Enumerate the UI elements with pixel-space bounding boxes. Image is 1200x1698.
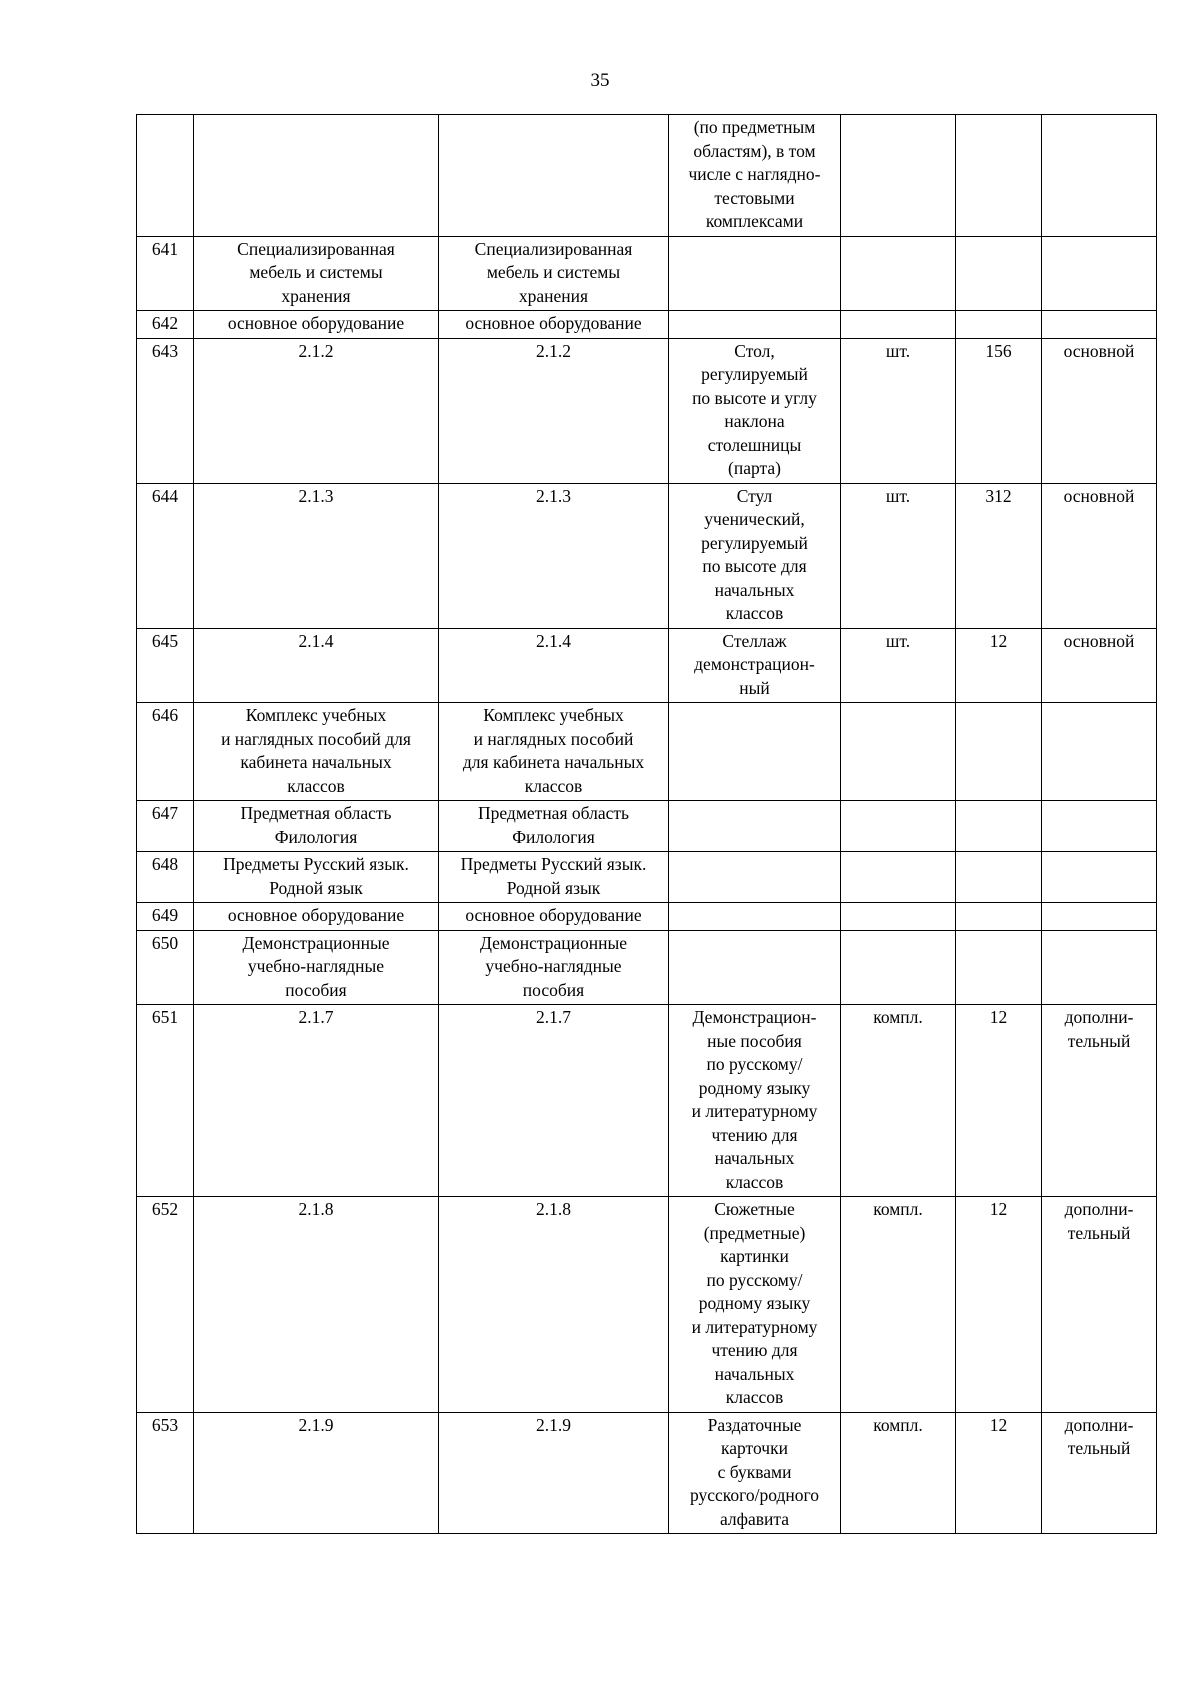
section-name-cell [194,1005,439,1197]
section-name-duplicate-line: 2.1.4 [536,630,571,651]
section-name-line: учебно-наглядные [247,956,385,976]
unit-cell [841,311,956,339]
item-name-line: столешницы [707,434,802,455]
item-name-line: по русскому/ [706,1269,803,1290]
equipment-table [136,114,1157,1534]
item-name-line: демонстрацион- [694,654,815,674]
section-name-duplicate-line: Комплекс учебных [483,705,624,725]
section-name-line: классов [287,775,345,796]
row-number-cell: 642 [137,311,194,339]
equipment-type-cell [1042,1005,1157,1197]
item-name-line: регулируемый [701,364,808,384]
section-name-line: 2.1.7 [298,1007,334,1027]
row-number-cell: 644 [137,483,194,628]
table-row [137,483,1157,628]
section-name-duplicate-cell [439,338,669,483]
equipment-type-line: дополни- [1064,1199,1134,1219]
quantity-cell: 156 [956,338,1042,483]
section-name-duplicate-line: и наглядных пособий [473,728,634,749]
item-name-line: наклона [724,411,785,431]
row-number-cell: 653 [137,1412,194,1534]
table-row [137,903,1157,931]
item-name-cell [669,628,841,703]
section-name-duplicate-cell [439,801,669,852]
item-name-cell [669,930,841,1005]
equipment-type-cell [1042,801,1157,852]
unit-cell: компл. [841,1197,956,1413]
section-name-line: 2.1.3 [298,485,334,506]
item-name-cell [669,311,841,339]
unit-cell [841,703,956,801]
item-name-line: Стол, [734,340,775,361]
section-name-duplicate-cell [439,483,669,628]
item-name-line: чтению для [711,1340,798,1360]
item-name-line: родному языку [698,1293,811,1313]
section-name-cell [194,703,439,801]
section-name-duplicate-line: пособия [522,979,585,1000]
table-row [137,236,1157,311]
section-name-duplicate-line: основное оборудование [465,905,642,925]
unit-cell [841,801,956,852]
section-name-cell [194,338,439,483]
equipment-type-cell [1042,930,1157,1005]
quantity-cell: 312 [956,483,1042,628]
item-name-line: начальных [714,579,795,600]
quantity-cell: 12 [956,1005,1042,1197]
section-name-line: основное оборудование [227,905,405,925]
equipment-type-cell [1042,903,1157,931]
item-name-cell [669,236,841,311]
equipment-type-cell [1042,311,1157,339]
unit-cell [841,115,956,237]
item-name-line: Стул [736,485,773,506]
section-name-duplicate-line: Предметная область [478,803,629,823]
item-name-line: областям), в том [693,140,816,161]
section-name-line: Демонстрационные [242,932,390,953]
section-name-duplicate-line: 2.1.8 [536,1199,571,1219]
item-name-line: начальных [714,1148,795,1168]
section-name-duplicate-cell [439,703,669,801]
item-name-line: Стеллаж [722,630,787,651]
section-name-line: мебель и системы [249,262,383,282]
row-number-cell: 651 [137,1005,194,1197]
equipment-type-cell [1042,703,1157,801]
equipment-type-cell [1042,338,1157,483]
section-name-line: Специализированная [237,238,395,259]
unit-cell [841,852,956,903]
section-name-duplicate-line: Родной язык [506,877,601,898]
equipment-type-cell [1042,236,1157,311]
section-name-cell [194,801,439,852]
row-number-cell: 643 [137,338,194,483]
section-name-duplicate-line: основное оборудование [465,313,642,333]
section-name-duplicate-line: Демонстрационные [480,932,627,953]
item-name-line: с буквами [717,1461,792,1482]
item-name-cell [669,903,841,931]
row-number-cell: 649 [137,903,194,931]
quantity-cell [956,852,1042,903]
section-name-duplicate-line: 2.1.9 [536,1414,571,1435]
equipment-type-line: тельный [1067,1030,1131,1051]
section-name-line: Комплекс учебных [245,705,387,725]
equipment-type-line: тельный [1067,1222,1131,1243]
quantity-cell [956,703,1042,801]
quantity-cell: 12 [956,1412,1042,1534]
table-row [137,1412,1157,1534]
section-name-cell [194,236,439,311]
item-name-line: по высоте и углу [692,387,817,408]
unit-cell [841,903,956,931]
item-name-line: по высоте для [702,556,807,576]
section-name-duplicate-cell [439,1412,669,1534]
section-name-line: пособия [285,979,347,1000]
page-number: 35 [590,70,610,91]
section-name-line: 2.1.9 [298,1414,334,1435]
item-name-line: по русскому/ [706,1054,803,1074]
section-name-duplicate-line: классов [524,775,583,796]
item-name-line: Сюжетные [714,1199,795,1219]
item-name-cell [669,483,841,628]
section-name-duplicate-line: Филология [512,826,595,847]
quantity-cell: 12 [956,628,1042,703]
equipment-type-line: дополни- [1064,1414,1134,1435]
section-name-cell [194,311,439,339]
section-name-line: Предметы Русский язык. [223,854,409,874]
section-name-cell [194,628,439,703]
quantity-cell [956,903,1042,931]
quantity-cell [956,930,1042,1005]
table-row [137,628,1157,703]
table-row [137,1197,1157,1413]
quantity-cell [956,801,1042,852]
section-name-line: Родной язык [269,877,363,898]
item-name-line: числе с наглядно- [688,164,821,184]
section-name-duplicate-line: для кабинета начальных [462,752,645,772]
section-name-line: хранения [281,285,351,306]
section-name-duplicate-cell [439,1005,669,1197]
table-row [137,338,1157,483]
section-name-duplicate-line: Предметы Русский язык. [460,854,647,874]
item-name-cell [669,703,841,801]
item-name-line: и литературному [691,1316,818,1337]
section-name-line: основное оборудование [227,313,405,333]
section-name-duplicate-cell [439,1197,669,1413]
section-name-cell [194,115,439,237]
section-name-cell [194,1197,439,1413]
section-name-cell [194,483,439,628]
equipment-type-cell [1042,1412,1157,1534]
section-name-cell [194,930,439,1005]
item-name-line: классов [725,1171,784,1192]
section-name-duplicate-cell [439,852,669,903]
equipment-type-line: основной [1063,340,1135,361]
table-row [137,801,1157,852]
item-name-line: (парта) [728,458,781,478]
unit-cell [841,236,956,311]
section-name-line: 2.1.2 [298,340,334,361]
section-name-cell [194,903,439,931]
section-name-line: кабинета начальных [240,752,392,772]
item-name-line: регулируемый [701,532,808,553]
item-name-line: Раздаточные [707,1414,802,1435]
section-name-line: 2.1.4 [298,630,334,651]
item-name-line: ученический, [704,509,805,529]
section-name-line: Филология [274,826,358,847]
section-name-duplicate-cell [439,115,669,237]
section-name-duplicate-line: 2.1.7 [536,1007,571,1027]
item-name-line: и литературному [691,1101,818,1121]
section-name-line: и наглядных пособий для [221,728,411,749]
item-name-line: (предметные) [703,1222,806,1243]
equipment-type-cell [1042,483,1157,628]
section-name-duplicate-line: Специализированная [474,238,633,259]
quantity-cell [956,236,1042,311]
quantity-cell [956,311,1042,339]
item-name-line: алфавита [719,1508,790,1529]
item-name-line: родному языку [698,1077,811,1098]
quantity-cell: 12 [956,1197,1042,1413]
unit-cell [841,930,956,1005]
item-name-line: тестовыми [714,187,795,208]
equipment-type-cell [1042,628,1157,703]
section-name-duplicate-line: мебель и системы [486,262,621,282]
item-name-cell [669,1197,841,1413]
row-number-cell: 647 [137,801,194,852]
equipment-type-line: основной [1063,485,1135,506]
equipment-type-cell [1042,115,1157,237]
unit-cell: шт. [841,338,956,483]
section-name-duplicate-line: 2.1.3 [536,485,571,506]
item-name-cell [669,852,841,903]
section-name-duplicate-cell [439,311,669,339]
section-name-duplicate-cell [439,930,669,1005]
unit-cell: шт. [841,483,956,628]
table-row [137,930,1157,1005]
row-number-cell: 652 [137,1197,194,1413]
equipment-type-cell [1042,1197,1157,1413]
equipment-type-line: тельный [1067,1438,1131,1458]
table-row [137,1005,1157,1197]
section-name-cell [194,852,439,903]
section-name-line: 2.1.8 [298,1199,334,1219]
section-name-duplicate-line: хранения [518,285,589,306]
row-number-cell: 645 [137,628,194,703]
unit-cell: компл. [841,1412,956,1534]
item-name-line: картинки [720,1246,789,1266]
unit-cell: шт. [841,628,956,703]
row-number-cell: 650 [137,930,194,1005]
item-name-line: классов [725,603,784,623]
table-row [137,115,1157,237]
item-name-line: ные пособия [707,1030,802,1051]
row-number-cell: 648 [137,852,194,903]
item-name-cell [669,115,841,237]
section-name-duplicate-cell [439,903,669,931]
section-name-duplicate-line: учебно-наглядные [485,956,622,976]
equipment-table-body [137,115,1157,1534]
equipment-type-line: основной [1063,630,1135,651]
section-name-duplicate-line: 2.1.2 [536,340,571,361]
section-name-cell [194,1412,439,1534]
item-name-line: классов [725,1387,784,1407]
quantity-cell [956,115,1042,237]
unit-cell: компл. [841,1005,956,1197]
section-name-line: Предметная область [240,803,392,823]
table-row [137,311,1157,339]
section-name-duplicate-cell [439,628,669,703]
equipment-type-line: дополни- [1064,1007,1134,1027]
item-name-cell [669,1412,841,1534]
item-name-line: (по предметным [693,117,816,137]
table-row [137,703,1157,801]
item-name-line: ный [739,677,770,698]
item-name-line: Демонстрацион- [692,1007,817,1027]
equipment-type-cell [1042,852,1157,903]
item-name-cell [669,1005,841,1197]
item-name-line: комплексами [705,211,804,231]
item-name-cell [669,338,841,483]
item-name-line: карточки [721,1438,788,1458]
item-name-line: чтению для [711,1124,798,1145]
row-number-cell: 641 [137,236,194,311]
row-number-cell [137,115,194,237]
item-name-cell [669,801,841,852]
section-name-duplicate-cell [439,236,669,311]
table-row [137,852,1157,903]
row-number-cell: 646 [137,703,194,801]
item-name-line: начальных [714,1363,795,1384]
item-name-line: русского/родного [689,1485,820,1505]
